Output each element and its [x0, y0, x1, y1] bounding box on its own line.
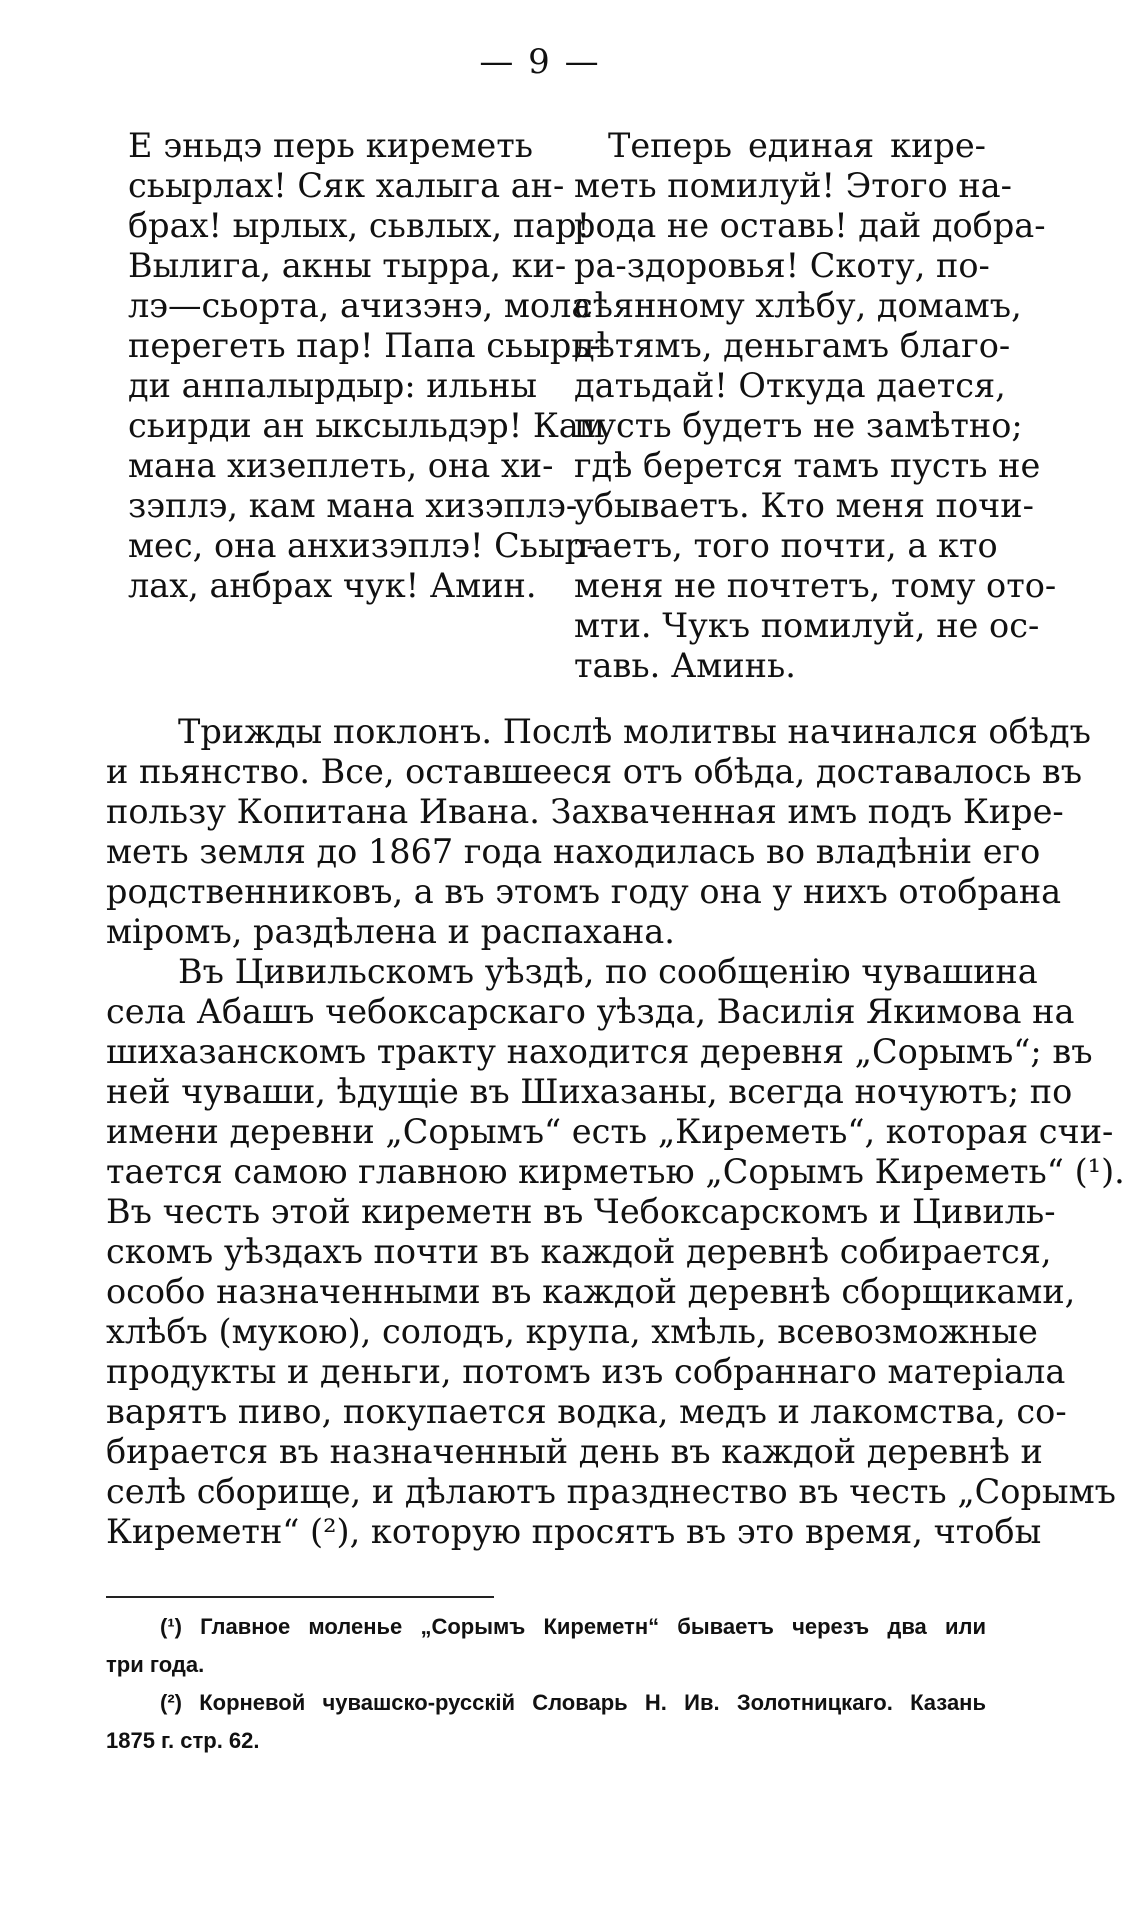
body-line: Въ Цивильскомъ уѣздѣ, по сообщенію чувашина — [178, 952, 1038, 991]
body-line: тается самою главною кирметью „Сорымъ Киреметь“ (¹). — [106, 1152, 1125, 1191]
body-line: шихазанскомъ тракту находится деревня „Сорымъ“; въ — [106, 1032, 1093, 1071]
body-line: пользу Копитана Ивана. Захваченная имъ подъ Кире- — [106, 792, 1064, 831]
body-line: села Абашъ чебоксарскаго уѣзда, Василія Якимова на — [106, 992, 1075, 1031]
body-line: меть земля до 1867 года находилась во владѣніи его — [106, 832, 1041, 871]
prayer-line: сьырлах! Сяк халыга ан- — [128, 166, 565, 205]
prayer-line: перегеть пар! Папа сьырь- — [128, 326, 601, 365]
translation-line: сѣянному хлѣбу, домамъ, — [574, 286, 1022, 325]
body-line: Трижды поклонъ. Послѣ молитвы начинался обѣдъ — [178, 712, 1091, 751]
prayer-line: мес, она анхизэплэ! Сьыр- — [128, 526, 598, 565]
translation-line: убываетъ. Кто меня почи- — [574, 486, 1034, 525]
translation-line: пусть будетъ не замѣтно; — [574, 406, 1023, 445]
chuvash-prayer-column — [128, 126, 605, 606]
translation-line: тавь. Аминь. — [574, 646, 796, 685]
body-line: родственниковъ, а въ этомъ году она у нихъ отобрана — [106, 872, 1062, 911]
page-number: — 9 — — [479, 42, 601, 82]
translation-line: меня не почтетъ, тому ото- — [574, 566, 1057, 605]
body-line: скомъ уѣздахъ почти въ каждой деревнѣ собирается, — [106, 1232, 1052, 1271]
translation-line: таетъ, того почти, а кто — [574, 526, 998, 565]
body-line: хлѣбъ (мукою), солодъ, крупа, хмѣль, всевозможные — [106, 1312, 1038, 1351]
body-line: міромъ, раздѣлена и распахана. — [106, 912, 675, 951]
translation-line: мти. Чукъ помилуй, не ос- — [574, 606, 1040, 645]
body-line: имени деревни „Сорымъ“ есть „Киреметь“, которая счи- — [106, 1112, 1114, 1151]
prayer-line: Е эньдэ перь киреметь — [128, 126, 533, 165]
translation-line: гдѣ берется тамъ пусть не — [574, 446, 1041, 485]
footnote-line: (¹) Главное моленье „Сорымъ Киреметн“ бываетъ черезъ два или — [160, 1614, 986, 1639]
body-line: Въ честь этой киреметн въ Чебоксарскомъ и Цивиль- — [106, 1192, 1056, 1231]
body-line: селѣ сборище, и дѣлаютъ празднество въ честь „Сорымъ — [106, 1472, 1116, 1511]
prayer-line: брах! ырлых, сьвлых, пар! — [128, 206, 591, 245]
main-body-text — [106, 712, 1125, 1552]
prayer-line: лэ—сьорта, ачизэнэ, мола — [128, 286, 592, 325]
footnote-line: (²) Корневой чувашско-русскій Словарь Н. Ив. Золотницкаго. Казань — [160, 1690, 986, 1715]
body-line: варятъ пиво, покупается водка, медъ и лакомства, со- — [106, 1392, 1067, 1431]
prayer-line: ди анпалырдыр: ильны — [128, 366, 538, 405]
translation-line: рода не оставь! дай добра- — [574, 206, 1046, 245]
translation-line: ра-здоровья! Скоту, по- — [574, 246, 990, 285]
prayer-line: зэплэ, кам мана хизэплэ- — [128, 486, 578, 525]
prayer-line: сьирди ан ыксыльдэр! Кам — [128, 406, 605, 445]
body-line: продукты и деньги, потомъ изъ собраннаго матеріала — [106, 1352, 1066, 1391]
body-line: особо назначенными въ каждой деревнѣ сборщиками, — [106, 1272, 1076, 1311]
translation-line: дѣтямъ, деньгамъ благо- — [574, 326, 1011, 365]
body-line: ней чуваши, ѣдущіе въ Шихазаны, всегда ночуютъ; по — [106, 1072, 1073, 1111]
body-line: бирается въ назначенный день въ каждой деревнѣ и — [106, 1432, 1043, 1471]
body-line: и пьянство. Все, оставшееся отъ обѣда, доставалось въ — [106, 752, 1083, 791]
translation-line: датьдай! Откуда дается, — [574, 366, 1006, 405]
footnotes — [106, 1608, 986, 1760]
russian-translation-column — [574, 126, 1057, 686]
footnote-line: три года. — [106, 1652, 205, 1677]
footnote-divider — [106, 1596, 494, 1598]
prayer-line: лах, анбрах чук! Амин. — [128, 566, 537, 605]
body-line: Киреметн“ (²), которую просятъ въ это время, чтобы — [106, 1512, 1042, 1551]
footnote-line: 1875 г. стр. 62. — [106, 1728, 260, 1753]
translation-line: меть помилуй! Этого на- — [574, 166, 1012, 205]
translation-line: Теперь единая кире- — [608, 126, 986, 165]
prayer-line: Вылига, акны тырра, ки- — [128, 246, 567, 285]
prayer-line: мана хизеплеть, она хи- — [128, 446, 554, 485]
